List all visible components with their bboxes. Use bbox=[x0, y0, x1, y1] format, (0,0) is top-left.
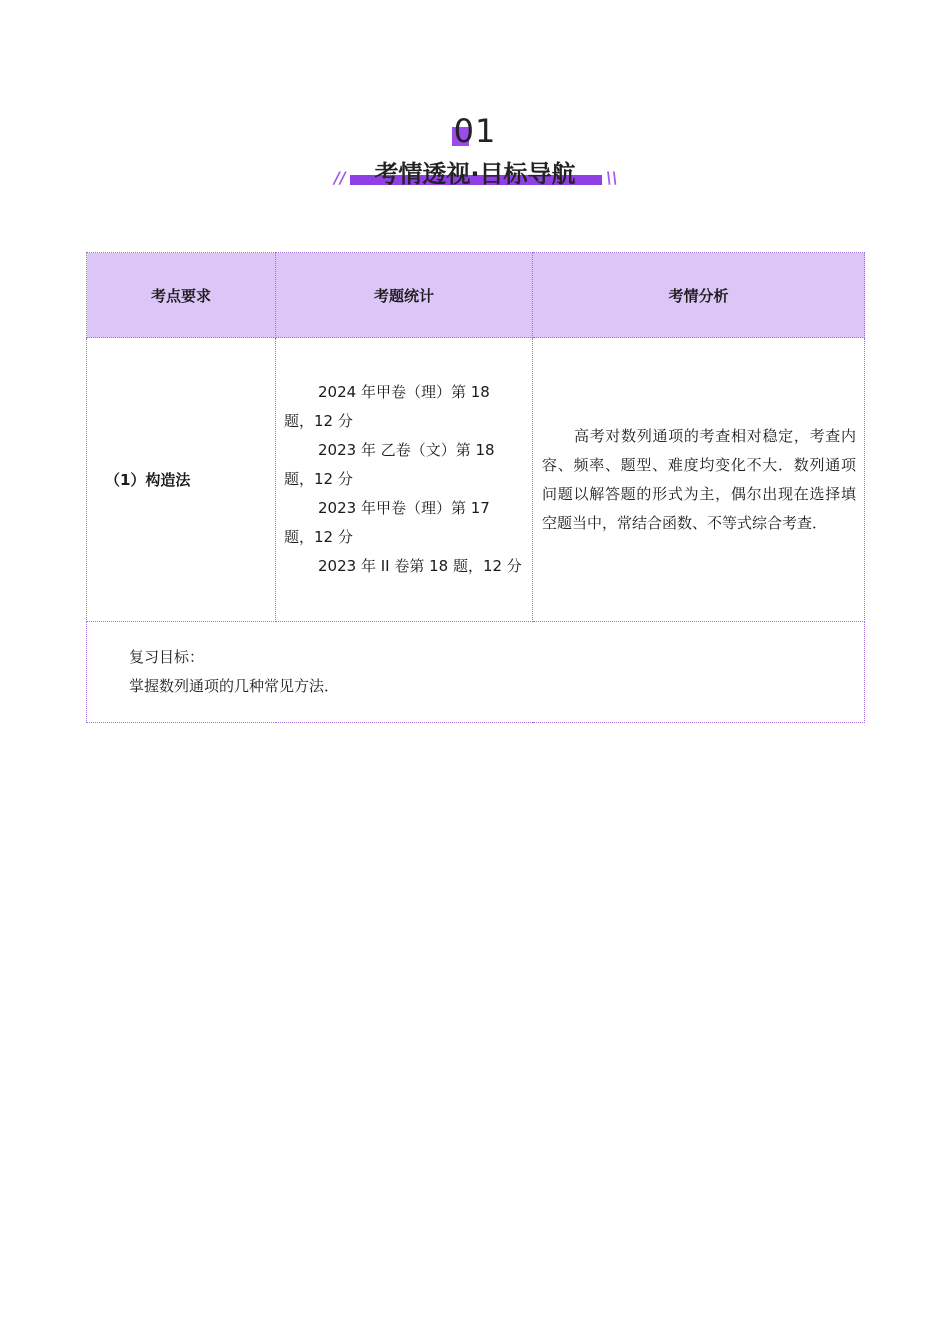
exam-analysis-table bbox=[86, 252, 865, 723]
section-title: 考情透视·目标导航 bbox=[374, 160, 576, 188]
column-header-requirement: 考点要求 bbox=[87, 253, 276, 338]
review-goal-text: 掌握数列通项的几种常见方法． bbox=[129, 677, 340, 695]
right-slash-decoration: \\ bbox=[606, 168, 618, 187]
section-banner bbox=[0, 108, 950, 198]
stat-line: 2023 年 II 卷第 18 题，12 分 bbox=[318, 557, 522, 575]
review-goal-cell bbox=[87, 622, 865, 723]
review-goal-label: 复习目标： bbox=[129, 648, 205, 666]
left-slash-decoration: // bbox=[334, 168, 346, 187]
stat-line: 2024 年甲卷（理）第 18 题，12 分 bbox=[284, 383, 490, 430]
column-header-statistics: 考题统计 bbox=[276, 253, 533, 338]
analysis-text: 高考对数列通项的考查相对稳定，考查内容、频率、题型、难度均变化不大．数列通项问题以解答题的形式为主，偶尔出现在选择填空题当中，常结合函数、不等式综合考查． bbox=[542, 426, 856, 532]
statistics-cell bbox=[276, 338, 533, 622]
section-number: 01 bbox=[453, 112, 497, 150]
table-row bbox=[87, 338, 865, 622]
requirement-cell: （1）构造法 bbox=[87, 338, 276, 622]
column-header-analysis: 考情分析 bbox=[533, 253, 865, 338]
stat-line: 2023 年 乙卷（文）第 18 题，12 分 bbox=[284, 441, 495, 488]
analysis-cell bbox=[533, 338, 865, 622]
stat-line: 2023 年甲卷（理）第 17 题，12 分 bbox=[284, 499, 490, 546]
goal-row bbox=[87, 622, 865, 723]
table-header-row bbox=[87, 253, 865, 338]
